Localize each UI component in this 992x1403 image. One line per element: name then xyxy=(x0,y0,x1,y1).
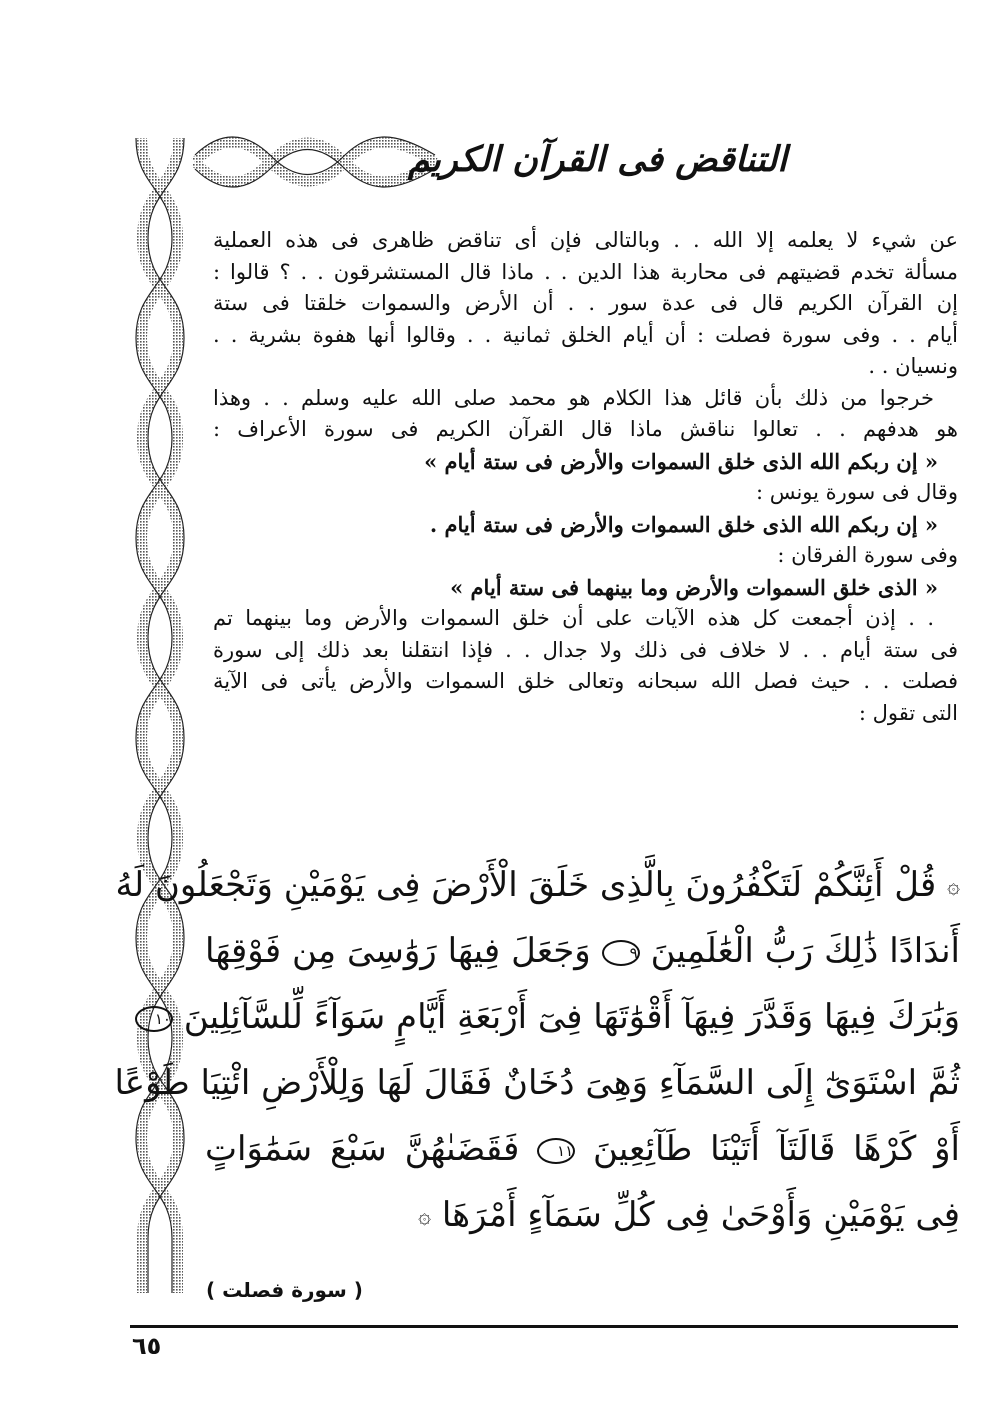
page-title: التناقض فى القرآن الكريم xyxy=(407,140,787,180)
body-line: . . إذن أجمعت كل هذه الآيات على أن خلق السموات والأرض وما بينهما تم xyxy=(213,606,934,630)
body-line: إن القرآن الكريم قال فى عدة سور . . أن الأرض والسموات خلقتا فى ستة xyxy=(213,291,958,315)
body-text xyxy=(213,225,958,729)
body-line: أيام . . وفى سورة فصلت : أن أيام الخلق ثمانية . . وقالوا أنها هفوة بشرية . . xyxy=(213,322,958,347)
source-citation: ( سورة فصلت ) xyxy=(206,1278,363,1302)
body-line: وفى سورة الفرقان : xyxy=(777,543,958,567)
verse-line: أَندَادًا ذَٰلِكَ رَبُّ الْعَٰلَمِينَ ٩ وَجَعَلَ فِيهَا رَوَٰسِىَ مِن فَوْقِهَا xyxy=(205,931,960,971)
quote-line: « إن ربكم الله الذى خلق السموات والأرض فى ستة أيام . xyxy=(429,511,938,537)
ayah-number-marker: ١١ xyxy=(537,1138,575,1164)
decorative-border xyxy=(128,128,192,1300)
body-line: ونسيان . . xyxy=(868,354,958,378)
header-ornament xyxy=(190,131,440,193)
ayah-number-marker: ٩ xyxy=(602,940,640,966)
verse-line: وَبَٰرَكَ فِيهَا وَقَدَّرَ فِيهَآ أَقْوَٰتَهَا فِىٓ أَرْبَعَةِ أَيَّامٍ سَوَآءً لِّلسَّآئِلِينَ ١٠ xyxy=(205,984,960,1050)
verse-line: فِى يَوْمَيْنِ وَأَوْحَىٰ فِى كُلِّ سَمَآءٍ أَمْرَهَا ۞ xyxy=(205,1182,960,1248)
body-line: عن شيء لا يعلمه إلا الله . . وبالتالى فإن أى تناقض ظاهرى فى هذه العملية xyxy=(213,228,958,252)
verse-line: ثُمَّ اسْتَوَىٰٓ إِلَى السَّمَآءِ وَهِىَ دُخَانٌ فَقَالَ لَهَا وَلِلْأَرْضِ ائْتِيَا طَوْعًا xyxy=(114,1063,960,1103)
quran-verse-block xyxy=(114,852,961,1248)
body-line: مسألة تخدم قضيتهم فى محاربة هذا الدين . . ماذا قال المستشرقون . . ؟ قالوا : xyxy=(213,259,958,284)
quote-line: « الذى خلق السموات والأرض وما بينهما فى ستة أيام » xyxy=(450,574,938,600)
body-line: هو هدفهم . . تعالوا نناقش ماذا قال القرآن الكريم فى سورة الأعراف : xyxy=(213,417,958,441)
body-line: فصلت . . حيث فصل الله سبحانه وتعالى خلق السموات والأرض يأتى فى الآية xyxy=(213,669,958,693)
verse-ornament-icon: ۞ xyxy=(418,1204,431,1229)
quote-line: « إن ربكم الله الذى خلق السموات والأرض فى ستة أيام » xyxy=(424,448,938,474)
body-line: التى تقول : xyxy=(858,700,958,725)
body-line: فى ستة أيام . . لا خلاف فى ذلك ولا جدال . . فإذا انتقلنا بعد ذلك إلى سورة xyxy=(213,637,958,662)
body-line: خرجوا من ذلك بأن قائل هذا الكلام هو محمد صلى الله عليه وسلم . . وهذا xyxy=(213,385,934,410)
footer-divider xyxy=(130,1325,958,1328)
page-number: ٦٥ xyxy=(132,1332,162,1360)
ayah-number-marker: ١٠ xyxy=(135,1006,173,1032)
verse-line: ۞ قُلْ أَئِنَّكُمْ لَتَكْفُرُونَ بِالَّذِى خَلَقَ الْأَرْضَ فِى يَوْمَيْنِ وَتَجْعَلُونَ لَهُ xyxy=(205,852,960,918)
verse-line: أَوْ كَرْهًا قَالَتَآ أَتَيْنَا طَآئِعِينَ ١١ فَقَضَىٰهُنَّ سَبْعَ سَمَٰوَاتٍ xyxy=(205,1129,961,1169)
body-line: وقال فى سورة يونس : xyxy=(755,480,958,504)
verse-ornament-icon: ۞ xyxy=(947,874,960,899)
